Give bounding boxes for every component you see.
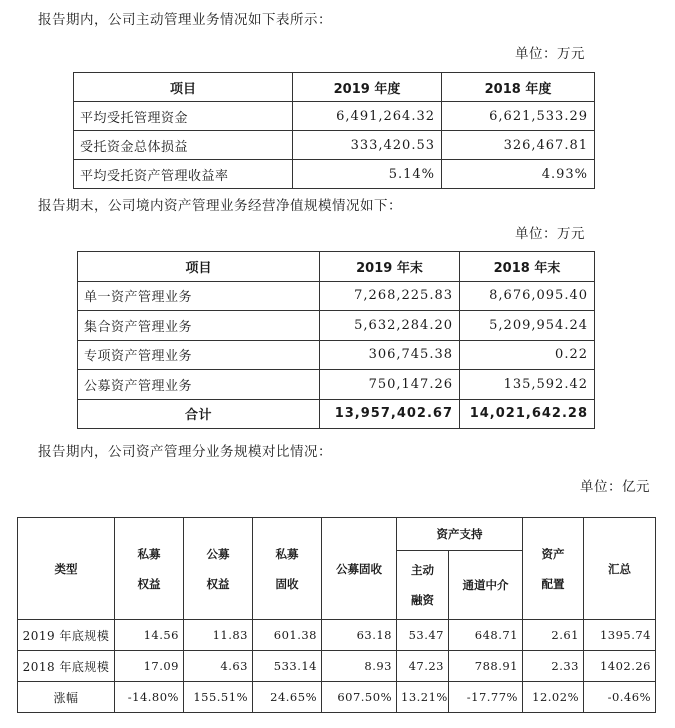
cell-value: 601.38 [253,620,322,651]
cell-value: -17.77% [449,682,523,713]
row-label: 2018 年底规模 [18,651,115,682]
cell-value: 135,592.42 [460,370,595,400]
cell-value: 306,745.38 [320,340,460,370]
cell-value: 13.21% [397,682,449,713]
cell-value: 12.02% [523,682,584,713]
intro-paragraph-3: 报告期内，公司资产管理分业务规模对比情况： [38,444,332,460]
cell-value: -0.46% [584,682,656,713]
header-text: 配置 [541,576,565,591]
header-text: 私募 [137,546,161,561]
row-label: 受托资金总体损益 [74,131,293,160]
table-row [74,131,595,160]
row-label: 专项资产管理业务 [78,340,320,370]
header-text: 固收 [275,576,299,591]
net-asset-scale-table [77,251,595,429]
total-value: 13,957,402.67 [320,399,460,429]
cell-value: 8,676,095.40 [460,281,595,311]
header-asset-allocation [523,518,584,620]
header-text: 私募 [275,546,299,561]
header-active-financing [397,551,449,620]
intro-paragraph-2: 报告期末，公司境内资产管理业务经营净值规模情况如下： [38,198,402,214]
header-2018: 2018 年度 [442,73,595,102]
cell-value: 53.47 [397,620,449,651]
header-item: 项目 [74,73,293,102]
header-public-fixed-income: 公募固收 [322,518,397,620]
cell-value: 4.63 [184,651,253,682]
cell-value: 6,491,264.32 [293,102,442,131]
row-label: 集合资产管理业务 [78,311,320,341]
row-label: 平均受托管理资金 [74,102,293,131]
header-type: 类型 [18,518,115,620]
total-label: 合计 [78,399,320,429]
active-management-table [73,72,595,189]
header-channel-intermediary: 通道中介 [449,551,523,620]
table-row [78,311,595,341]
cell-value: 0.22 [460,340,595,370]
row-label: 单一资产管理业务 [78,281,320,311]
header-2019-end: 2019 年末 [320,252,460,282]
header-private-equity [115,518,184,620]
cell-value: 11.83 [184,620,253,651]
unit-label-1: 单位：万元 [515,46,585,62]
unit-label-3: 单位：亿元 [580,479,650,495]
cell-value: 648.71 [449,620,523,651]
row-label: 2019 年底规模 [18,620,115,651]
table-row [78,340,595,370]
table-row [74,102,595,131]
cell-value: 6,621,533.29 [442,102,595,131]
cell-value: 750,147.26 [320,370,460,400]
cell-value: 5.14% [293,160,442,189]
cell-value: 333,420.53 [293,131,442,160]
header-text: 融资 [411,593,434,607]
header-text: 资产 [541,546,565,561]
row-label: 公募资产管理业务 [78,370,320,400]
row-label: 平均受托资产管理收益率 [74,160,293,189]
header-text: 权益 [137,576,161,591]
cell-value: 8.93 [322,651,397,682]
cell-value: 326,467.81 [442,131,595,160]
cell-value: 2.61 [523,620,584,651]
header-2018-end: 2018 年末 [460,252,595,282]
cell-value: 5,209,954.24 [460,311,595,341]
intro-paragraph-1: 报告期内，公司主动管理业务情况如下表所示： [38,12,332,28]
table-header-row [78,252,595,282]
cell-value: 788.91 [449,651,523,682]
cell-value: 5,632,284.20 [320,311,460,341]
table-row [78,370,595,400]
row-label: 涨幅 [18,682,115,713]
header-2019: 2019 年度 [293,73,442,102]
cell-value: 607.50% [322,682,397,713]
cell-value: 1395.74 [584,620,656,651]
cell-value: 17.09 [115,651,184,682]
header-private-fixed-income [253,518,322,620]
table-row [78,281,595,311]
business-scale-comparison-table [17,517,656,713]
cell-value: -14.80% [115,682,184,713]
table-row [18,620,656,651]
cell-value: 4.93% [442,160,595,189]
total-value: 14,021,642.28 [460,399,595,429]
table-header-row [18,518,656,551]
table-row [18,682,656,713]
table-row [74,160,595,189]
header-text: 公募 [206,546,230,561]
cell-value: 14.56 [115,620,184,651]
header-total: 汇总 [584,518,656,620]
cell-value: 7,268,225.83 [320,281,460,311]
cell-value: 1402.26 [584,651,656,682]
table-header-row [74,73,595,102]
cell-value: 533.14 [253,651,322,682]
cell-value: 63.18 [322,620,397,651]
header-public-equity [184,518,253,620]
header-text: 权益 [206,576,230,591]
header-text: 主动 [411,563,434,577]
cell-value: 24.65% [253,682,322,713]
cell-value: 47.23 [397,651,449,682]
table-row [18,651,656,682]
table-total-row [78,399,595,429]
cell-value: 2.33 [523,651,584,682]
unit-label-2: 单位：万元 [515,226,585,242]
cell-value: 155.51% [184,682,253,713]
header-asset-support: 资产支持 [397,518,523,551]
header-item: 项目 [78,252,320,282]
